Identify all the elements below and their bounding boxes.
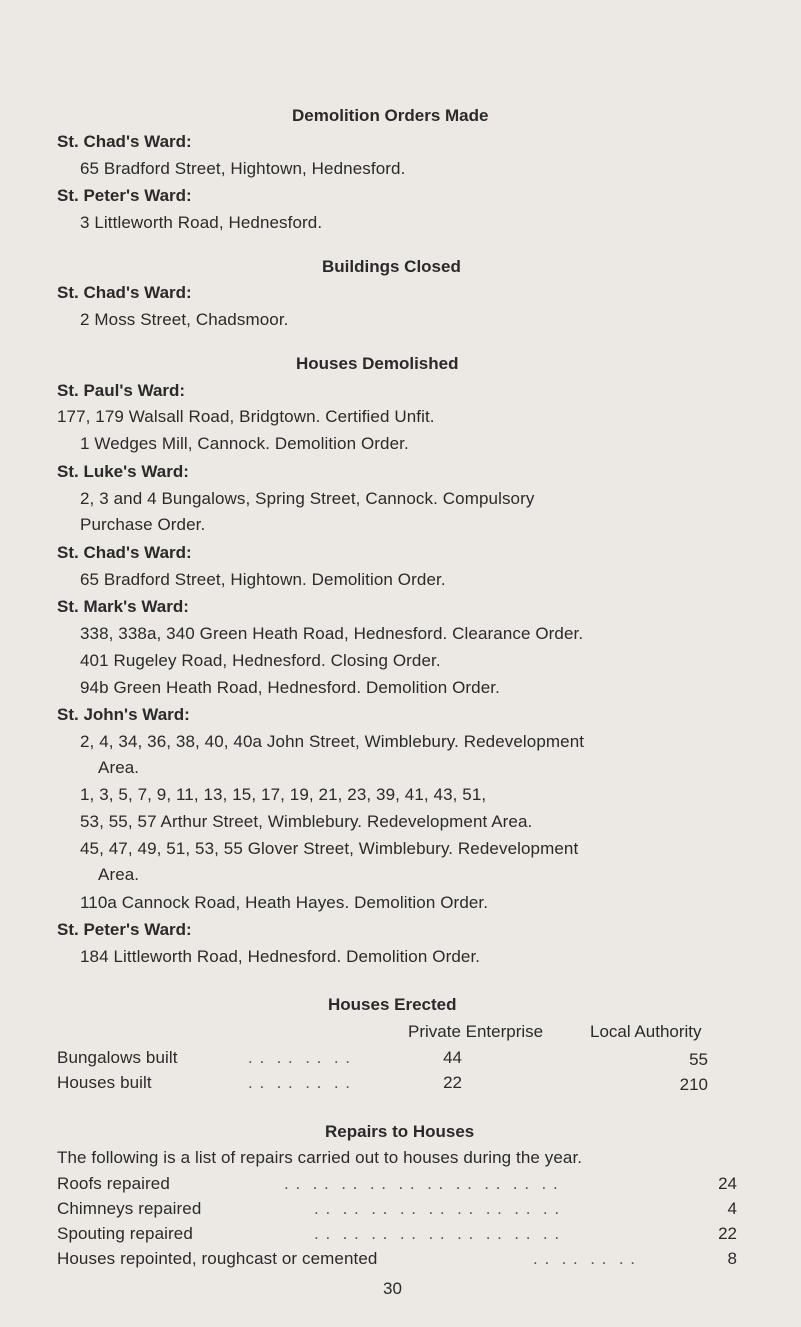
buildings-closed-heading: Buildings Closed [322,257,461,276]
page-number: 30 [383,1279,402,1298]
repair-value: 22 [718,1224,737,1243]
ward-heading: St. Luke's Ward: [57,462,189,481]
repair-value: 4 [727,1199,737,1218]
address-line: Area. [98,865,140,884]
ward-heading: St. Peter's Ward: [57,920,192,939]
ward-heading: St. John's Ward: [57,705,190,724]
local-value: 55 [689,1050,708,1069]
leader-dots: . . . . . . . . [248,1073,352,1092]
address-line: 184 Littleworth Road, Hednesford. Demolition Order. [80,947,481,966]
repairs-heading: Repairs to Houses [325,1122,475,1141]
repair-value: 8 [727,1249,737,1268]
leader-dots: . . . . . . . . . . . . . . . . . . [314,1199,561,1218]
column-header-local: Local Authority [590,1022,702,1041]
demolition-orders-heading: Demolition Orders Made [292,106,489,125]
address-line: 338, 338a, 340 Green Heath Road, Hednesford. Clearance Order. [80,624,584,643]
address-line: 53, 55, 57 Arthur Street, Wimblebury. Redevelopment Area. [80,812,533,831]
leader-dots: . . . . . . . . [248,1048,352,1067]
ward-heading: St. Peter's Ward: [57,186,192,205]
row-label: Roofs repaired [57,1174,170,1193]
leader-dots: . . . . . . . . . . . . . . . . . . . . [284,1174,559,1193]
houses-erected-heading: Houses Erected [328,995,457,1014]
leader-dots: . . . . . . . . [533,1249,637,1268]
address-line: 65 Bradford Street, Hightown. Demolition Order. [80,570,446,589]
private-value: 22 [443,1073,462,1092]
address-line: 110a Cannock Road, Heath Hayes. Demolition Order. [80,893,489,912]
repair-value: 24 [718,1174,737,1193]
address-line: Area. [98,758,140,777]
address-line: 94b Green Heath Road, Hednesford. Demolition Order. [80,678,500,697]
address-line: 3 Littleworth Road, Hednesford. [80,213,323,232]
leader-dots: . . . . . . . . . . . . . . . . . . [314,1224,561,1243]
row-label: Spouting repaired [57,1224,193,1243]
ward-heading: St. Chad's Ward: [57,132,192,151]
address-line: 401 Rugeley Road, Hednesford. Closing Order. [80,651,441,670]
houses-demolished-heading: Houses Demolished [296,354,459,373]
local-value: 210 [679,1075,708,1094]
row-label: Chimneys repaired [57,1199,202,1218]
address-line: 65 Bradford Street, Hightown, Hednesford. [80,159,406,178]
ward-heading: St. Chad's Ward: [57,283,192,302]
row-label: Houses built [57,1073,152,1092]
address-line: 1, 3, 5, 7, 9, 11, 13, 15, 17, 19, 21, 23, 39, 41, 43, 51, [80,785,487,804]
address-line: 177, 179 Walsall Road, Bridgtown. Certified Unfit. [57,407,435,426]
address-line: Purchase Order. [80,515,206,534]
ward-heading: St. Mark's Ward: [57,597,189,616]
repairs-intro: The following is a list of repairs carried out to houses during the year. [57,1148,583,1167]
row-label: Bungalows built [57,1048,178,1067]
address-line: 2, 3 and 4 Bungalows, Spring Street, Cannock. Compulsory [80,489,535,508]
address-line: 45, 47, 49, 51, 53, 55 Glover Street, Wimblebury. Redevelopment [80,839,579,858]
ward-heading: St. Chad's Ward: [57,543,192,562]
column-header-private: Private Enterprise [408,1022,544,1041]
private-value: 44 [443,1048,462,1067]
ward-heading: St. Paul's Ward: [57,381,186,400]
row-label: Houses repointed, roughcast or cemented [57,1249,378,1268]
address-line: 2, 4, 34, 36, 38, 40, 40a John Street, Wimblebury. Redevelopment [80,732,585,751]
address-line: 1 Wedges Mill, Cannock. Demolition Order. [80,434,409,453]
address-line: 2 Moss Street, Chadsmoor. [80,310,289,329]
